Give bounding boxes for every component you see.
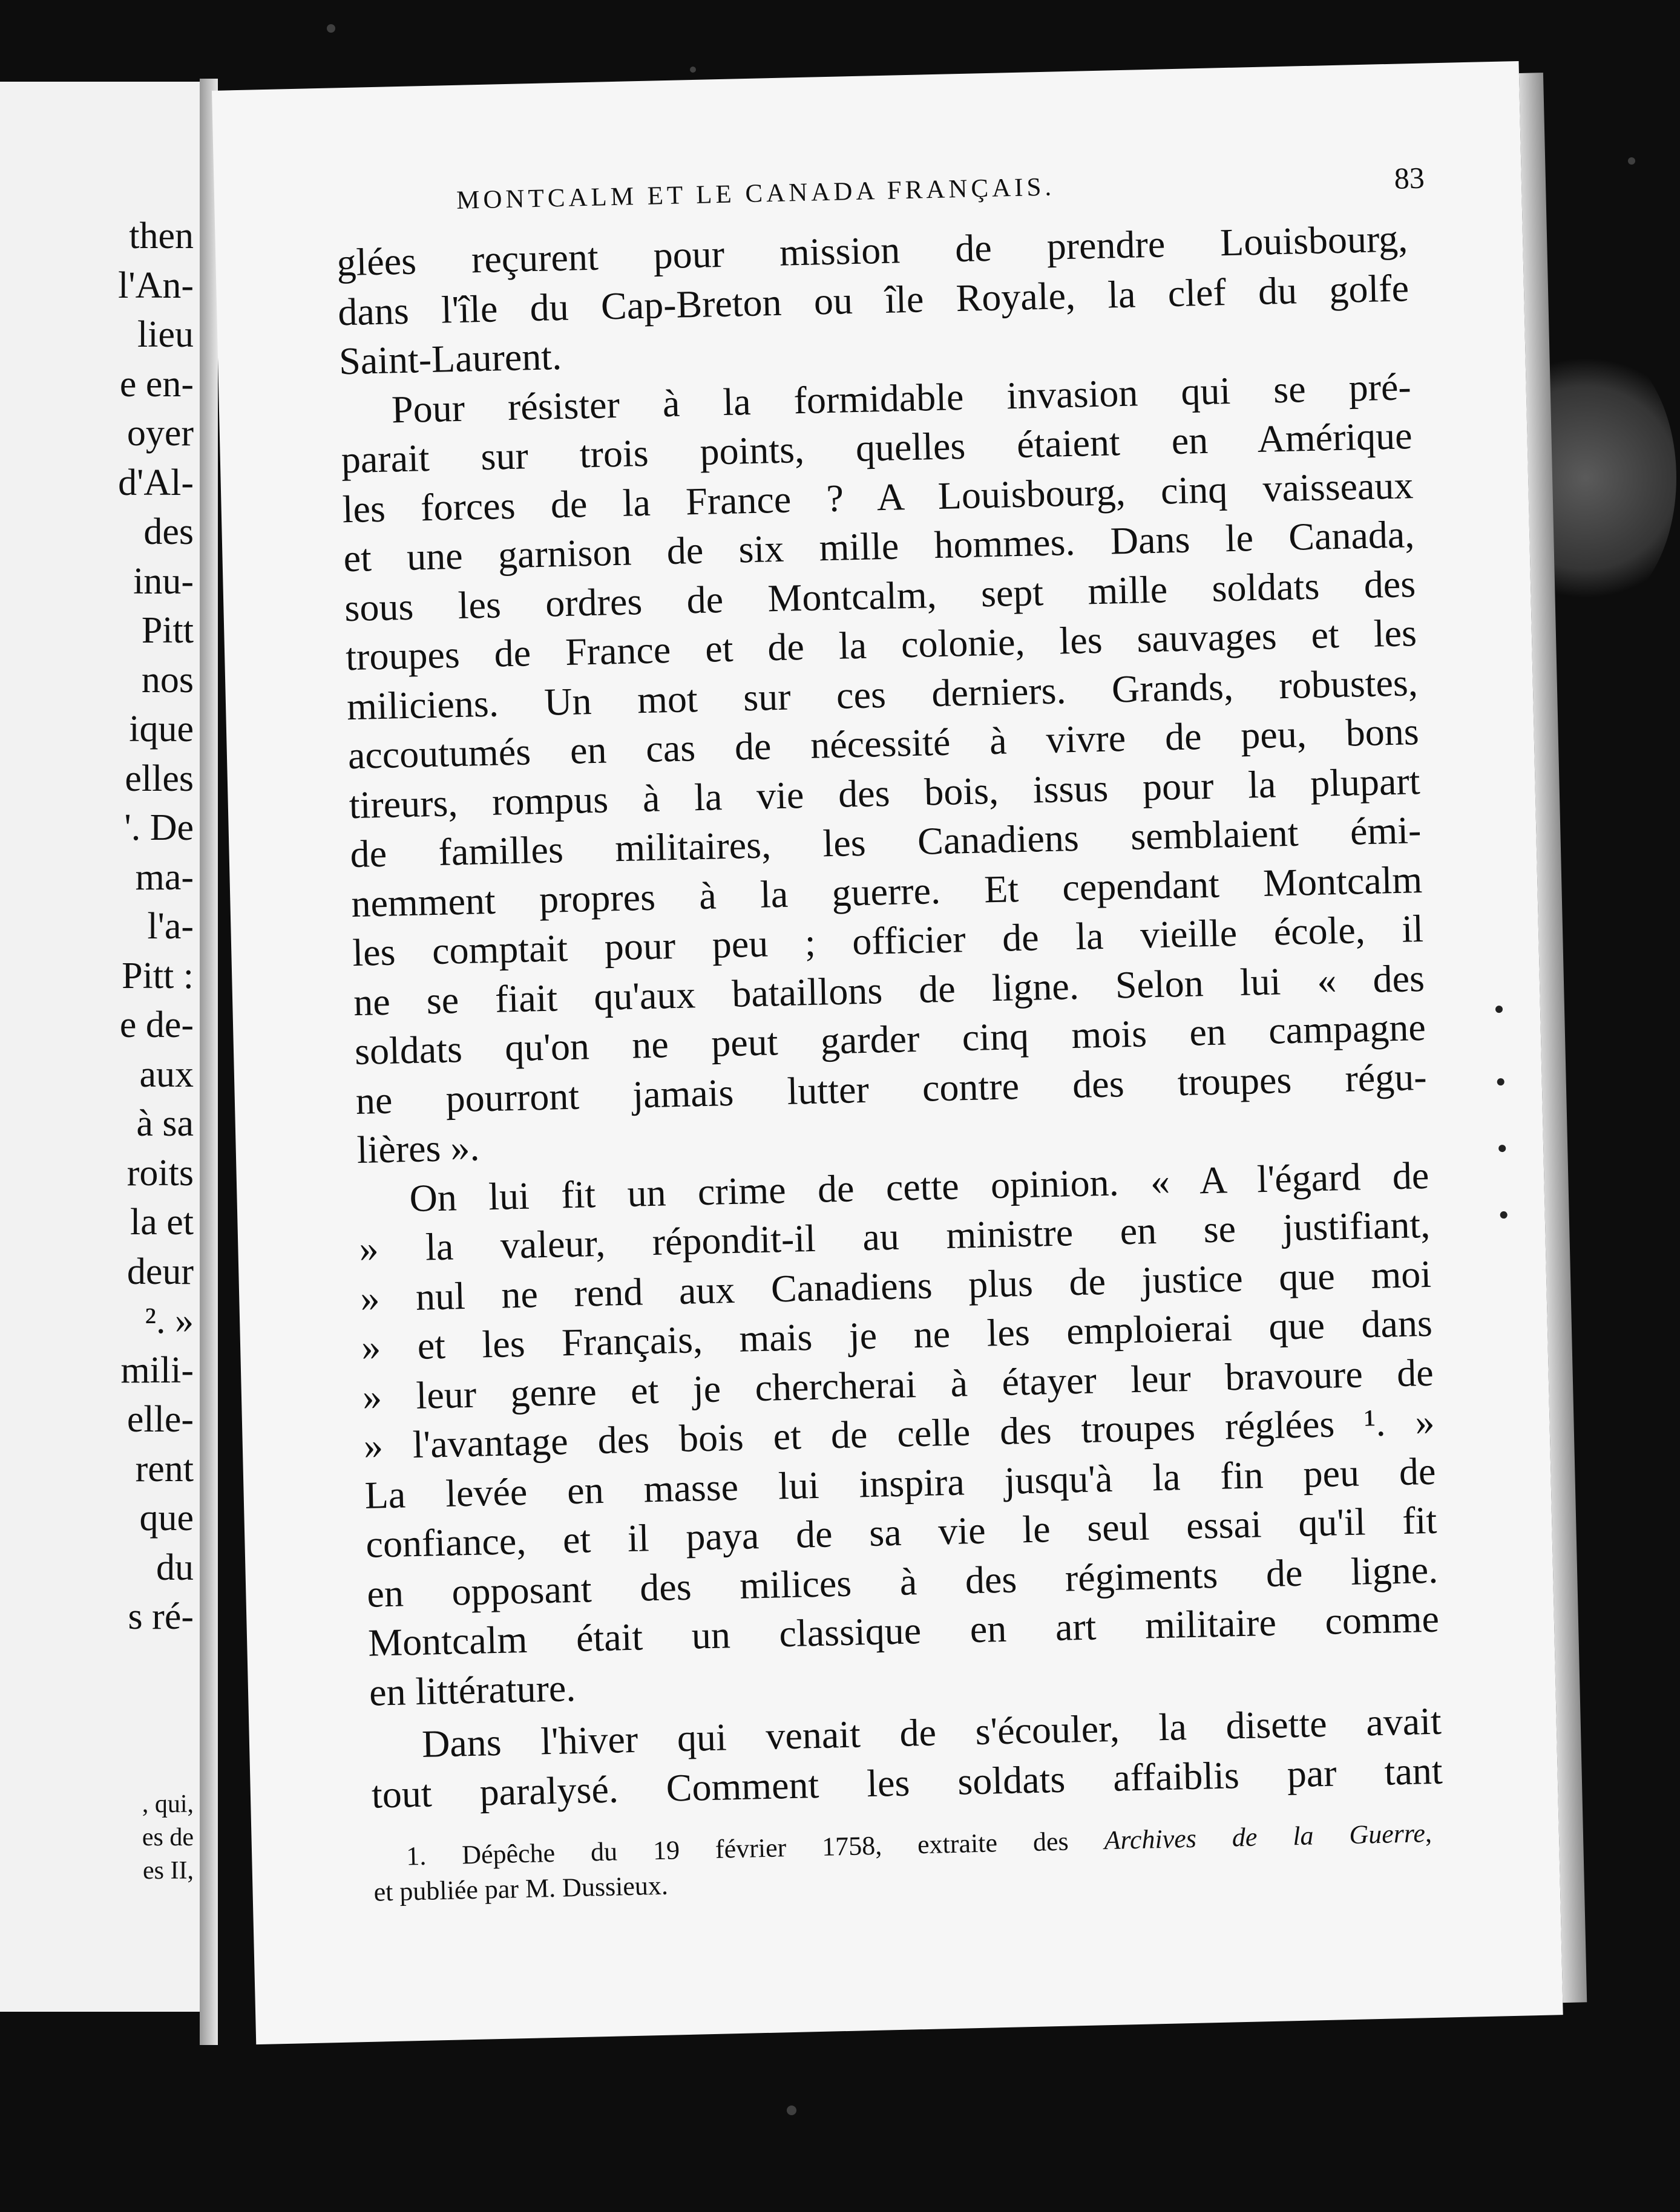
footnote-italic-title: Archives de la Guerre <box>1103 1818 1426 1856</box>
previous-line: then <box>129 215 194 257</box>
previous-page <box>0 82 203 2012</box>
text-line: ne se fiait qu'aux bataillons de ligne. Selon lui « des <box>353 956 1425 1024</box>
previous-page-notes <box>142 1788 194 1888</box>
previous-line: nos <box>141 659 194 701</box>
previous-line: que <box>139 1497 194 1539</box>
previous-line: la et <box>130 1202 194 1243</box>
text-line: » l'avantage des bois et de celle des troupes réglées ¹. » <box>363 1399 1436 1467</box>
previous-page-text <box>118 212 194 1642</box>
text-line: lières ». <box>356 1125 481 1172</box>
previous-line: roits <box>126 1152 194 1194</box>
text-line: confiance, et il paya de sa vie le seul essai qu'il fit <box>365 1498 1437 1566</box>
text-line: La levée en masse lui inspira jusqu'à la fin peu de <box>364 1449 1437 1517</box>
text-line: ne pourront jamais lutter contre des troupes régu- <box>355 1055 1428 1122</box>
margin-dot <box>1495 1006 1503 1013</box>
previous-line: ma- <box>135 856 194 898</box>
text-line: en opposant des milices à des régiments de ligne. <box>366 1548 1439 1615</box>
text-line: soldats qu'on ne peut garder cinq mois en campagne <box>354 1005 1426 1073</box>
previous-line: rent <box>135 1448 194 1490</box>
text-line: Pour résister à la formidable invasion qui se pré- <box>391 364 1412 431</box>
previous-line: e en- <box>119 363 194 405</box>
previous-line: des <box>143 511 194 552</box>
footnote-line: et publiée par M. Dussieux. <box>373 1870 669 1907</box>
body-text <box>336 214 1443 1819</box>
text-line: dans l'île du Cap-Breton ou île Royale, la clef du golfe <box>337 266 1409 333</box>
text-line: les comptait pour peu ; officier de la vieille école, il <box>352 906 1424 975</box>
previous-line: e de- <box>119 1004 194 1045</box>
text-line: Montcalm était un classique en art militaire comme <box>367 1597 1440 1664</box>
text-line: » leur genre et je chercherai à étayer leur bravoure de <box>362 1350 1434 1418</box>
book-spine <box>200 79 218 2045</box>
text-line: nemment propres à la guerre. Et cependant Montcalm <box>350 857 1423 925</box>
previous-line: du <box>156 1546 194 1588</box>
footnote <box>373 1816 1433 1910</box>
previous-line: s ré- <box>128 1596 194 1637</box>
previous-line: elles <box>125 758 194 799</box>
text-line: de familles militaires, les Canadiens semblaient émi- <box>349 808 1422 876</box>
previous-line: l'An- <box>118 264 194 306</box>
text-line: troupes de France et de la colonie, les sauvages et les <box>345 611 1417 679</box>
margin-dot <box>1498 1145 1506 1152</box>
previous-note-line: es de <box>142 1824 194 1851</box>
dust-speck <box>787 2106 796 2115</box>
previous-line: deur <box>126 1251 194 1292</box>
previous-line: l'a- <box>147 906 194 947</box>
previous-line: d'Al- <box>118 462 194 503</box>
previous-line: ². » <box>145 1300 194 1341</box>
previous-line: Pitt <box>141 610 194 651</box>
previous-line: ique <box>129 708 194 750</box>
previous-line: lieu <box>137 314 194 355</box>
footnote-punctuation: , <box>1425 1818 1432 1848</box>
dust-speck <box>327 24 335 33</box>
previous-line: aux <box>139 1053 194 1095</box>
previous-line: Pitt : <box>122 955 194 996</box>
previous-line: oyer <box>126 413 194 454</box>
previous-line: '. De <box>124 807 194 848</box>
text-line: Saint-Laurent. <box>338 335 562 383</box>
text-line: et une garnison de six mille hommes. Dans le Canada, <box>343 512 1415 580</box>
running-header: MONTCALM ET LE CANADA FRANÇAIS. <box>456 172 1055 215</box>
text-line: » et les Français, mais je ne les emploierai que dans <box>361 1301 1433 1369</box>
text-line: glées reçurent pour mission de prendre Louisbourg, <box>336 217 1408 284</box>
previous-line: mili- <box>120 1349 194 1391</box>
text-line: » la valeur, répondit-il au ministre en se justifiant, <box>358 1202 1431 1270</box>
text-line: les forces de la France ? A Louisbourg, cinq vaisseaux <box>341 463 1414 531</box>
text-line: miliciens. Un mot sur ces derniers. Grands, robustes, <box>346 660 1419 728</box>
previous-note-line: es II, <box>143 1857 194 1885</box>
dust-speck <box>690 67 696 73</box>
text-line: On lui fit un crime de cette opinion. « A l'égard de <box>409 1153 1429 1220</box>
text-line: tireurs, rompus à la vie des bois, issus pour la plupart <box>349 759 1421 826</box>
previous-line: à sa <box>136 1103 194 1144</box>
margin-dot <box>1497 1078 1504 1085</box>
footnote-text: 1. Dépêche du 19 février 1758, extraite des <box>405 1825 1105 1871</box>
page-number: 83 <box>1394 160 1425 195</box>
previous-note-line: , qui, <box>142 1790 194 1818</box>
previous-line: inu- <box>133 560 194 602</box>
text-line: parait sur trois points, quelles étaient en Amérique <box>341 414 1413 482</box>
text-line: tout paralysé. Comment les soldats affaiblis par tant <box>371 1749 1443 1816</box>
dust-speck <box>1628 157 1635 165</box>
margin-dot <box>1500 1211 1508 1219</box>
text-line: sous les ordres de Montcalm, sept mille soldats des <box>344 561 1416 629</box>
text-line: » nul ne rend aux Canadiens plus de justice que moi <box>359 1252 1432 1320</box>
text-line: accoutumés en cas de nécessité à vivre de peu, bons <box>347 710 1420 777</box>
previous-line: elle- <box>126 1399 194 1440</box>
text-line: Dans l'hiver qui venait de s'écouler, la disette avait <box>421 1699 1442 1765</box>
text-line: en littérature. <box>369 1666 576 1714</box>
book-page <box>212 61 1563 2044</box>
